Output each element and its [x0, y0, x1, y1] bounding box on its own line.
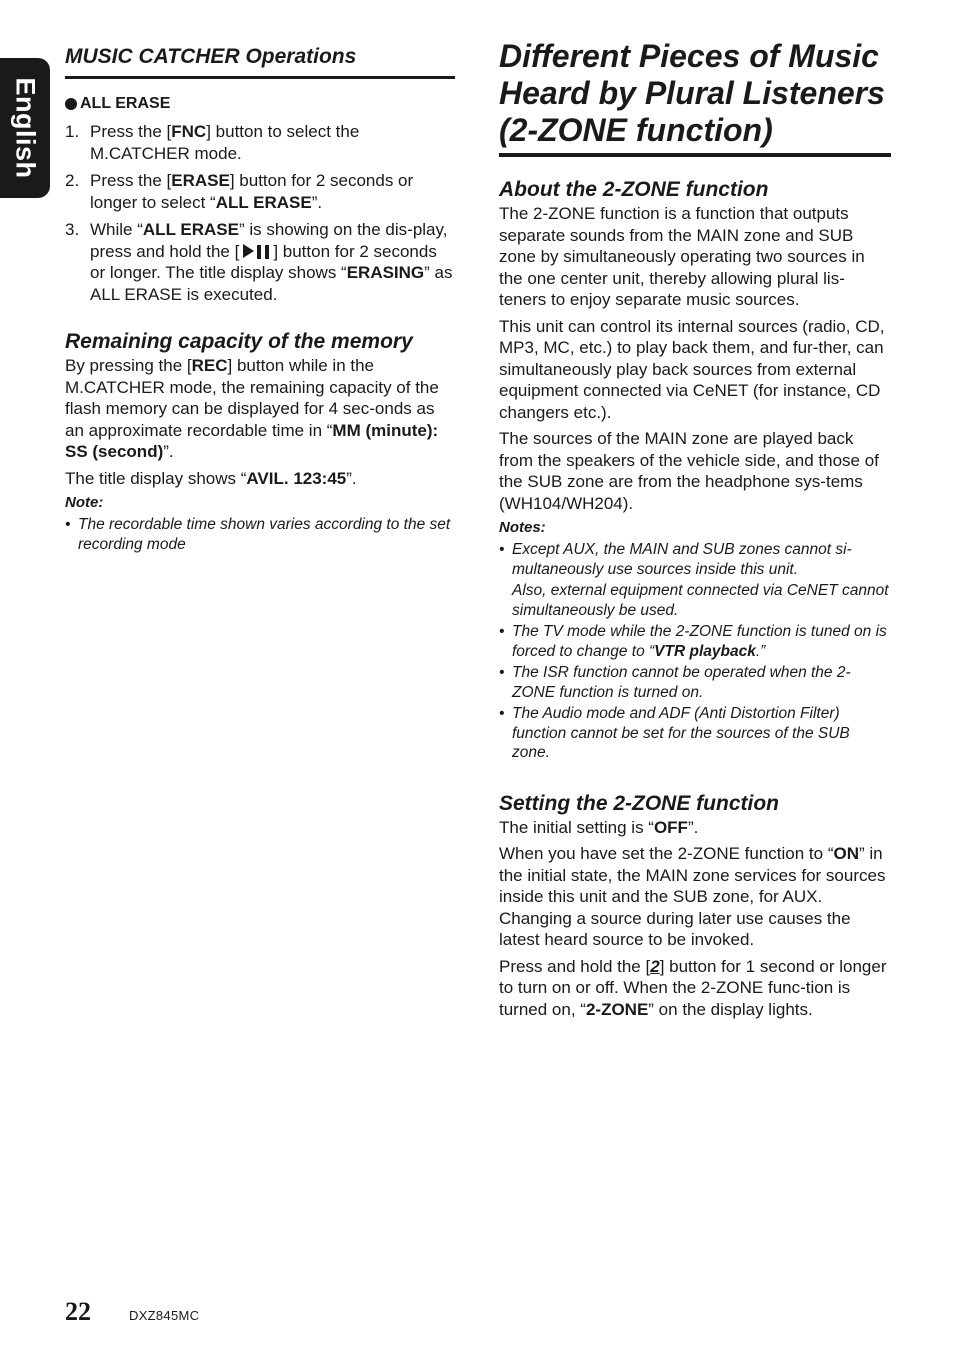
step-2 [65, 170, 455, 213]
note-heading: Note: [65, 494, 104, 511]
note-item: • The Audio mode and ADF (Anti Distortion Filter) function cannot be set for the sources of the SUB zone. [499, 705, 850, 761]
note-item: • The recordable time shown varies according to the set recording mode [65, 516, 451, 553]
about-paragraph-1: The 2-ZONE function is a function that outputs separate sounds from the MAIN zone and SUB zone by simultaneously operating two sources in the one center unit, thereby allowing plural lis-teners to enjoy separate music sources. [499, 204, 865, 309]
remaining-paragraph-2: The title display shows “AVIL. 123:45”. [65, 468, 357, 488]
note-item: • Except AUX, the MAIN and SUB zones cannot si-multaneously use sources inside this unit. [499, 541, 852, 578]
bullet-icon [65, 98, 77, 110]
about-heading: About the 2-ZONE function [499, 178, 769, 201]
note-item: • The ISR function cannot be operated when the 2-ZONE function is turned on. [499, 664, 851, 701]
setting-paragraph-1: The initial setting is “OFF”. [499, 817, 699, 837]
left-column [65, 44, 455, 554]
step-number: 2. [65, 171, 80, 190]
play-pause-icon [239, 242, 273, 261]
note-item: • The TV mode while the 2-ZONE function is tuned on is forced to change to “VTR playback.” [499, 623, 887, 660]
about-paragraph-3: The sources of the MAIN zone are played back from the speakers of the vehicle side, and those of the SUB zone are from the headphone sys-tems (WH104/WH204). [499, 429, 879, 513]
all-erase-heading [65, 94, 455, 114]
remaining-paragraph-1: By pressing the [REC] button while in the M.CATCHER mode, the remaining capacity of the flash memory can be displayed for 4 sec-onds as an approximate recordable time in “MM (minute): SS (second)”. [65, 356, 439, 461]
setting-paragraph-3: Press and hold the [2] button for 1 second or longer to turn on or off. When the 2-ZONE func-tion is turned on, “2-ZONE” on the display lights. [499, 956, 887, 1019]
step-text: Press the [ERASE] button for 2 seconds or longer to select “ALL ERASE”. [90, 171, 414, 212]
all-erase-label: ALL ERASE [80, 95, 171, 112]
music-catcher-heading: MUSIC CATCHER Operations [65, 44, 455, 79]
page-number: 22 [65, 1297, 91, 1326]
language-tab [0, 58, 50, 198]
page-title: Different Pieces of Music Heard by Plural Listeners (2-ZONE function) [499, 38, 891, 157]
two-zone-icon: 2 [650, 956, 660, 976]
right-column [499, 38, 891, 1020]
step-text: While “ALL ERASE” is showing on the dis-play, press and hold the [ ] button for 2 seconds or longer. The title display shows “ERASING” as ALL ERASE is executed. [90, 220, 453, 304]
step-3 [65, 219, 455, 305]
setting-paragraph-2: When you have set the 2-ZONE function to “ON” in the initial state, the MAIN zone services for sources inside this unit and the SUB zone, for AUX. Changing a source during later use causes the latest heard source to be invoked. [499, 844, 886, 949]
about-paragraph-2: This unit can control its internal sources (radio, CD, MP3, MC, etc.) to play back them, and fur-ther, can simultaneously play back sources from external equipment connected via CeNET (for instance, CD changers etc.). [499, 316, 885, 422]
language-tab-label: English [10, 77, 41, 179]
model-number: DXZ845MC [129, 1308, 200, 1323]
step-number: 1. [65, 122, 80, 141]
setting-heading: Setting the 2-ZONE function [499, 791, 779, 815]
step-number: 3. [65, 220, 80, 239]
step-1 [65, 121, 455, 164]
note-continuation: Also, external equipment connected via CeNET cannot simultaneously be used. [512, 582, 889, 619]
notes-heading: Notes: [499, 519, 546, 536]
all-erase-steps [65, 121, 455, 305]
remaining-capacity-heading: Remaining capacity of the memory [65, 330, 413, 353]
step-text: Press the [FNC] button to select the M.CATCHER mode. [90, 122, 360, 163]
